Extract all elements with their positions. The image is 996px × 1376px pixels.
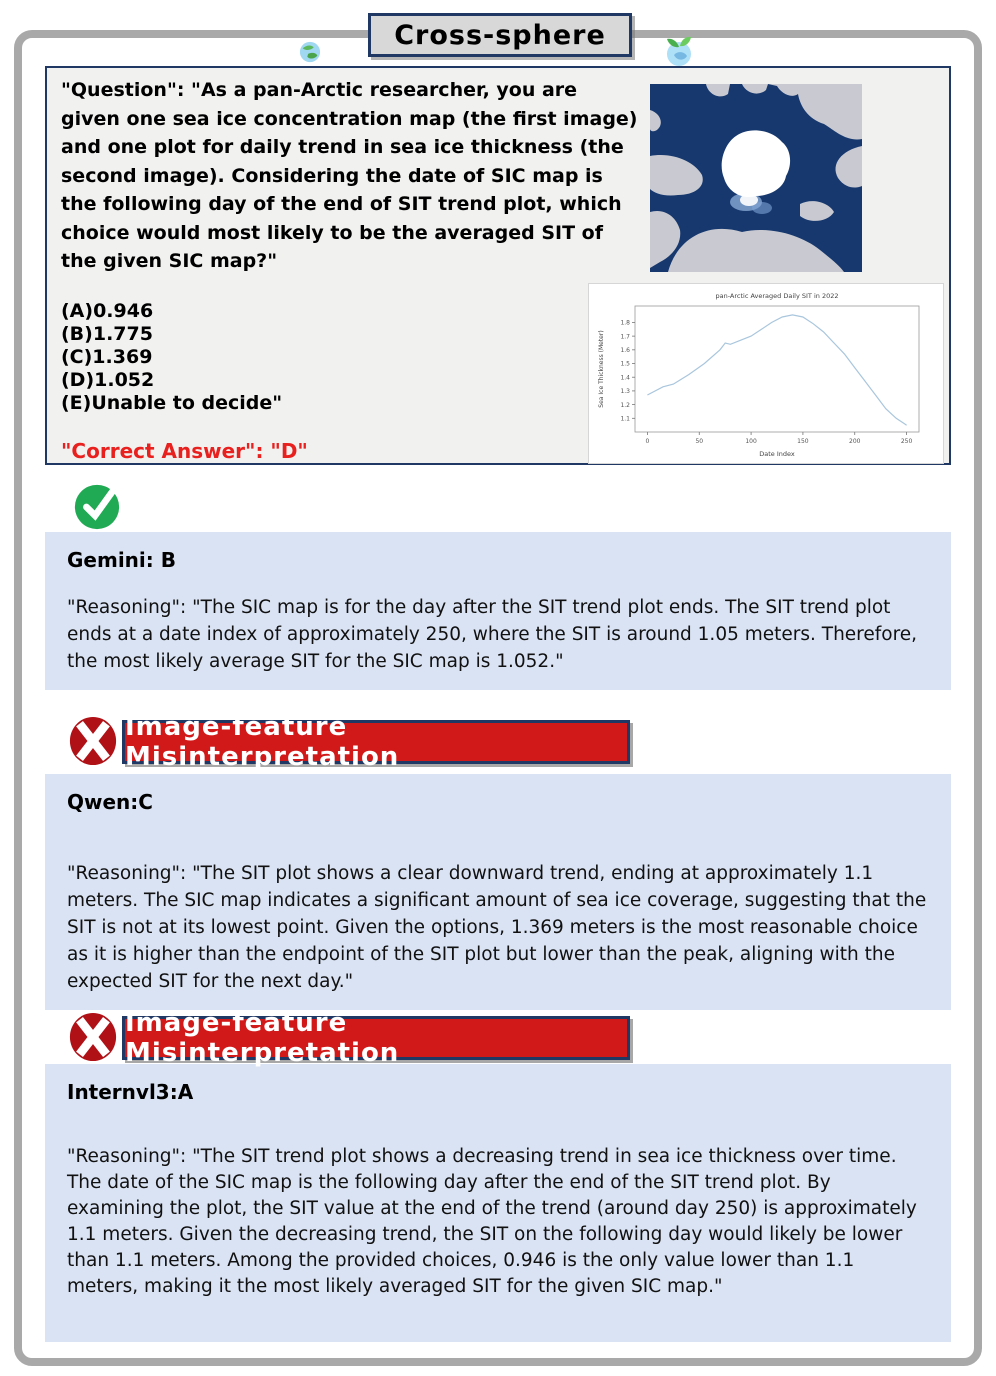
internvl3-reasoning: "Reasoning": "The SIT trend plot shows a decreasing trend in sea ice thickness over time. The date of the SIC map is the following day after the end of the SIT trend plot. By examining the plot, the SIT value at the end of the trend (around day 250) is approximately 1.1 meters. Given the decreasing trend, the SIT on the following day would likely be lower than 1.1 meters. Among the provided choices, 0.946 is the only value lower than 1.1 meters, making it the most likely averaged SIT for the given SIC map." [67,1146,917,1297]
qwen-answer-label: Qwen:C [67,790,153,814]
choice-e: (E)Unable to decide" [61,391,283,414]
choice-c: (C)1.369 [61,345,153,368]
svg-text:1.4: 1.4 [620,374,630,382]
svg-text:200: 200 [849,438,861,445]
question-box [45,66,951,465]
error-banner-label: Image-feature Misinterpretation [125,1008,400,1068]
error-x-icon [68,1012,118,1062]
correct-check-icon [72,481,122,531]
correct-answer-label: "Correct Answer": "D" [61,438,308,463]
error-banner-internvl3 [122,1008,630,1068]
gemini-answer-block [45,532,951,690]
svg-text:0: 0 [645,438,650,445]
svg-text:1.6: 1.6 [620,347,630,355]
svg-text:Date Index: Date Index [759,450,795,458]
internvl3-answer-block [45,1064,951,1342]
error-x-icon [68,716,118,766]
qwen-answer-block [45,774,951,1010]
svg-text:100: 100 [745,438,757,445]
internvl3-answer-label: Internvl3:A [67,1080,194,1104]
error-banner-label: Image-feature Misinterpretation [125,712,400,772]
figure-title-box [368,13,632,57]
sit-trend-chart [589,284,943,463]
svg-text:1.3: 1.3 [620,388,630,396]
sic-map-image [650,84,862,272]
svg-text:1.1: 1.1 [620,415,630,423]
svg-text:Sea Ice Thickness (Meter): Sea Ice Thickness (Meter) [598,330,605,408]
svg-text:250: 250 [900,438,913,445]
svg-text:1.8: 1.8 [620,319,630,327]
svg-text:1.5: 1.5 [620,360,630,368]
choice-d: (D)1.052 [61,368,155,391]
question-text: "Question": "As a pan-Arctic researcher, you are given one sea ice concentration map (the first image) and one plot for daily trend in sea ice thickness (the second image). Considering the date of SIC map is the following day of the end of SIT trend plot, which choice would most likely to be the averaged SIT of the given SIC map?" [61,79,638,272]
gemini-answer-label: Gemini: B [67,548,176,572]
svg-text:pan-Arctic Averaged Daily SIT: pan-Arctic Averaged Daily SIT in 2022 [715,292,839,300]
qwen-reasoning: "Reasoning": "The SIT plot shows a clear downward trend, ending at approximately 1.1 meters. The SIC map indicates a significant amount of sea ice coverage, suggesting that the SIT is not at its lowest point. Given the options, 1.369 meters is the most reasonable choice as it is higher than the endpoint of the SIT plot but lower than the peak, aligning with the expected SIT for the next day." [67,863,927,992]
figure-title: Cross-sphere [394,19,606,51]
error-banner-qwen [122,712,630,772]
svg-text:50: 50 [695,438,704,445]
choice-a: (A)0.946 [61,299,154,322]
sprout-globe-icon [662,33,696,67]
gemini-reasoning: "Reasoning": "The SIC map is for the day after the SIT trend plot ends. The SIT trend plot ends at a date index of approximately 250, where the SIT is around 1.05 meters. Therefore, the most likely average SIT for the SIC map is 1.052." [67,597,918,672]
svg-text:1.2: 1.2 [620,401,630,409]
sit-trend-plot [588,283,944,464]
choice-b: (B)1.775 [61,322,153,345]
svg-text:1.7: 1.7 [620,333,630,341]
svg-text:150: 150 [797,438,809,445]
globe-icon [299,41,321,63]
